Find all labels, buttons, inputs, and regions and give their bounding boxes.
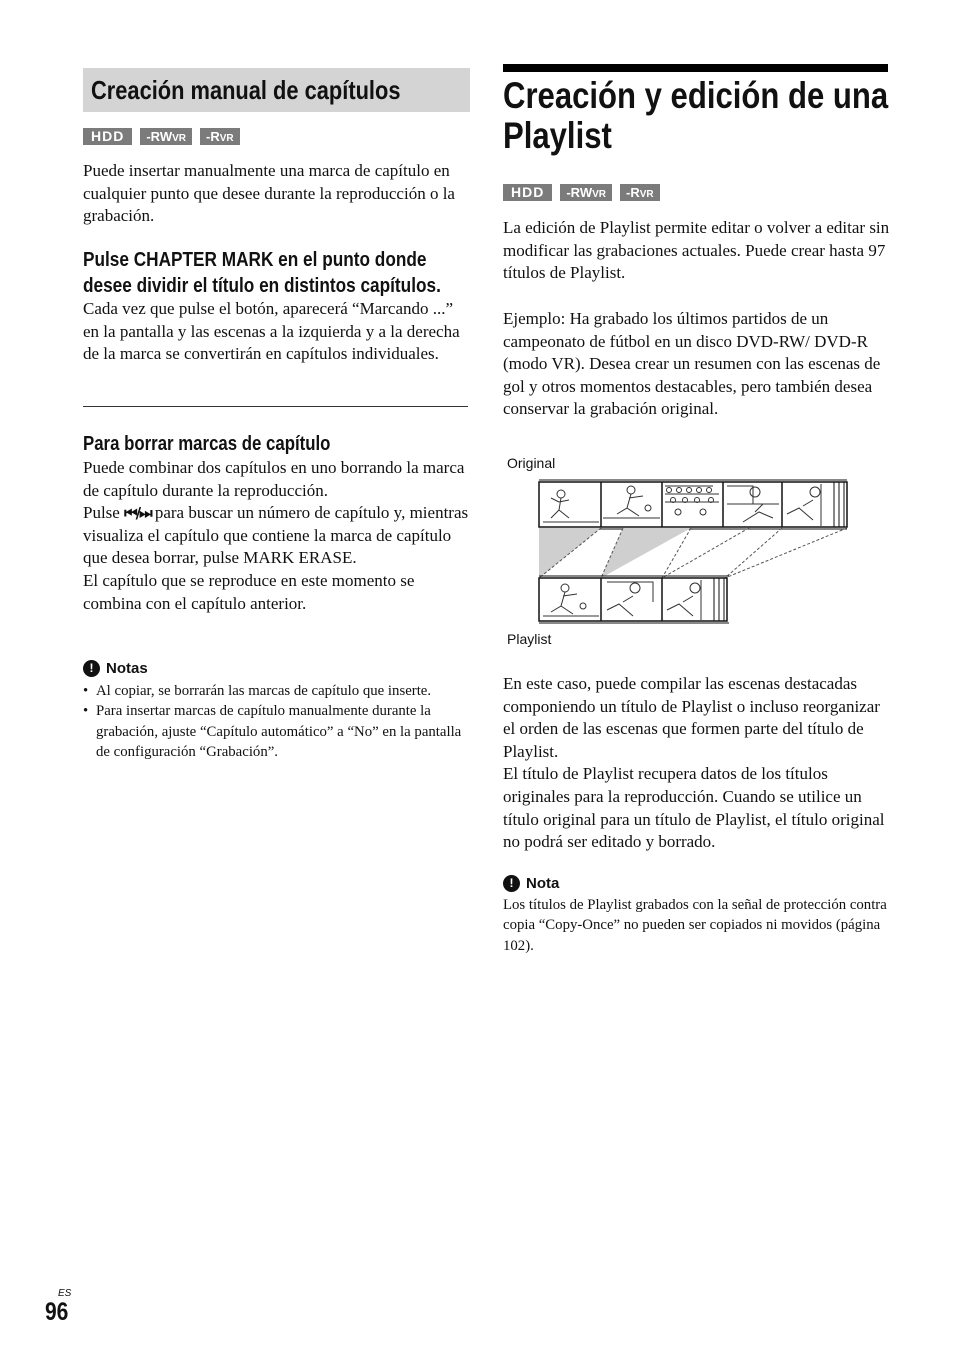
erase-marks-heading: Para borrar marcas de capítulo [83,433,331,455]
note-body: Los títulos de Playlist grabados con la señal de protección contra copia “Copy-Once” no pueden ser copiados ni movidos (página 102). [503,897,887,954]
original-film-strip [539,480,847,529]
skip-prev-next-icon: ⏮/⏭ [124,504,151,523]
note-heading: ! Nota [503,875,559,892]
note-exclamation-icon: ! [503,875,520,892]
playlist-case-paragraph: En este caso, puede compilar las escenas destacadas componiendo un título de Playlist o incluso reorganizar el orden de las escenas que formen parte del título de Playlist. El título de Playlist recupera datos de los títulos originales para la reproducción. Cuando se utilice un título original para un título de Playlist, el título original no podrá ser editado y borrado. [503,674,885,852]
diagram-label-playlist: Playlist [507,631,552,647]
hdd-badge: HDD [503,184,552,201]
erase-marks-body: Puede combinar dos capítulos en uno borrando la marca de capítulo durante la reproducción. Pulse ⏮/⏭ para buscar un número de capítulo y, mientras visualiza el capítulo que contiene la marca de capítulo que desea borrar, pulse MARK ERASE. El capítulo que se reproduce en este momento se combina con el capítulo anterior. [83,458,469,613]
diagram-label-original: Original [507,455,556,471]
playlist-diagram [503,478,853,624]
notes-heading: ! Notas [83,660,148,677]
playlist-intro-paragraph: La edición de Playlist permite editar o volver a editar sin modificar las grabaciones actuales. Puede crear hasta 97 títulos de Playlist. [503,218,890,283]
instruction-body: Cada vez que pulse el botón, aparecerá “Marcando ...” en la pantalla y las escenas a la izquierda y a la derecha de la marca se convertirán en capítulos individuales. [83,299,460,364]
list-item: • Al copiar, se borrarán las marcas de capítulo que inserte. [83,681,473,701]
page-number: 96 [45,1298,69,1326]
list-item: • Para insertar marcas de capítulo manualmente durante la grabación, ajuste “Capítulo automático” a “No” en la pantalla de configuración “Grabación”. [83,701,473,762]
notes-list [83,681,473,763]
note-exclamation-icon: ! [83,660,100,677]
title-rule [503,64,888,72]
r-vr-badge: -RVR [200,128,240,145]
left-intro-paragraph: Puede insertar manualmente una marca de capítulo en cualquier punto que desee durante la reproducción o la grabación. [83,161,455,226]
hdd-badge: HDD [83,128,132,145]
playlist-film-strip [539,576,729,623]
rw-vr-badge: -RWVR [560,184,612,201]
section-divider [83,406,468,407]
page-title: Creación y edición de una Playlist [503,75,889,156]
page-language-tag: ES [58,1288,72,1299]
left-section-heading: Creación manual de capítulos [91,75,401,105]
selection-connectors [539,528,847,578]
instruction-heading: Pulse CHAPTER MARK en el punto donde desee dividir el título en distintos capítulos. [83,248,441,297]
playlist-example-paragraph: Ejemplo: Ha grabado los últimos partidos de un campeonato de fútbol en un disco DVD-RW/ DVD-R (modo VR). Desea crear un resumen con las escenas de gol y otros momentos destacables, pero también desea conservar la grabación original. [503,309,881,419]
right-format-badges [503,184,660,201]
rw-vr-badge: -RWVR [140,128,192,145]
r-vr-badge: -RVR [620,184,660,201]
left-format-badges [83,128,240,145]
